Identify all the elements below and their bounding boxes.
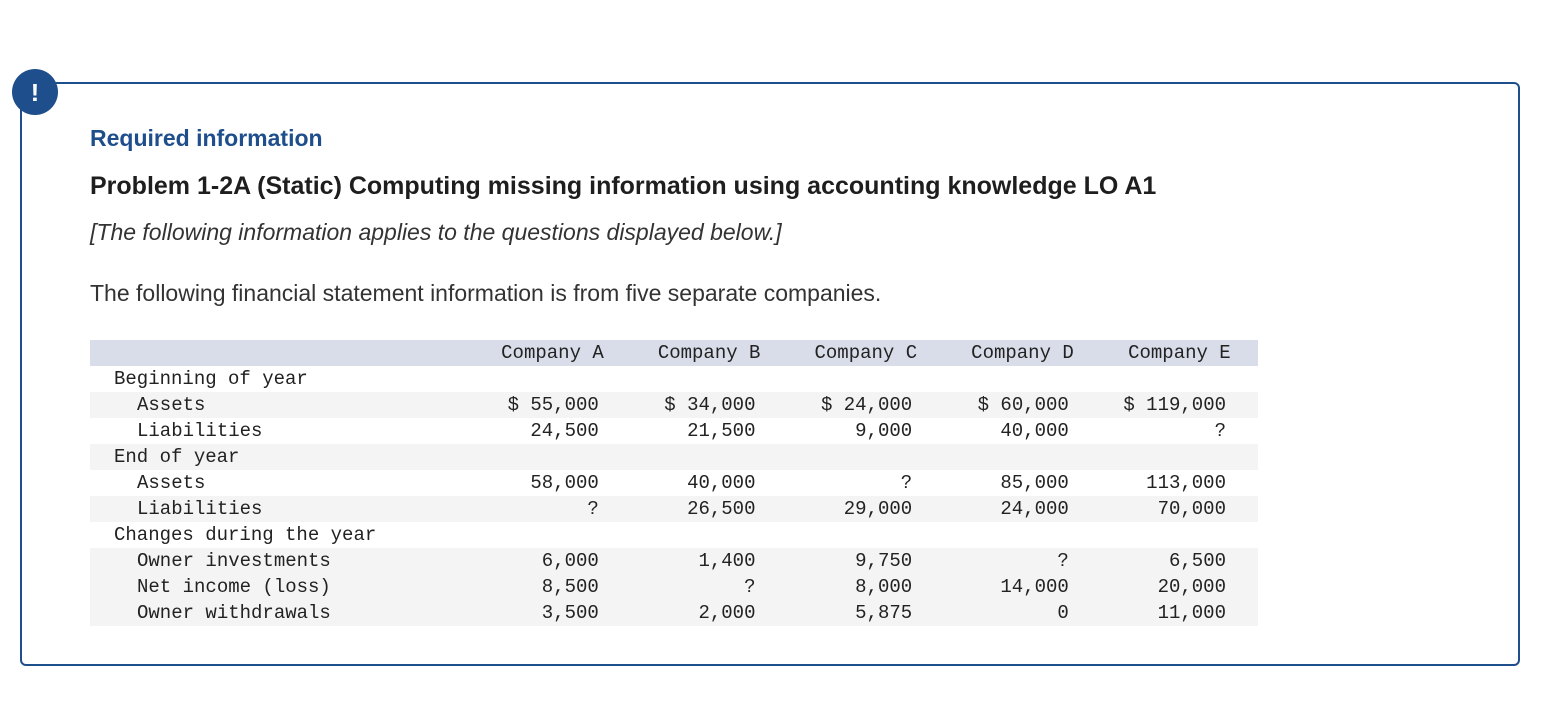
cell-value <box>1101 522 1258 548</box>
cell-value: 40,000 <box>1000 420 1069 442</box>
problem-title: Problem 1-2A (Static) Computing missing information using accounting knowledge LO A1 <box>90 172 1157 200</box>
cell-value: 9,750 <box>855 550 913 572</box>
cell-value <box>631 444 788 470</box>
cell-value: ? <box>1214 420 1226 442</box>
cell-value <box>944 444 1101 470</box>
table-row <box>90 574 1258 600</box>
cell-value: 1,400 <box>698 550 756 572</box>
cell-value: $ 119,000 <box>1123 394 1226 416</box>
required-info-heading: Required information <box>90 125 323 151</box>
cell-value: $ 55,000 <box>507 394 599 416</box>
cell-value: 21,500 <box>687 420 756 442</box>
cell-value: 8,000 <box>855 576 913 598</box>
cell-value: $ 24,000 <box>820 394 913 416</box>
row-label: End of year <box>114 446 240 468</box>
cell-value: 29,000 <box>843 498 913 520</box>
cell-value: ? <box>744 576 756 598</box>
cell-value <box>787 366 944 392</box>
financial-data-table <box>90 340 1258 626</box>
cell-value: 24,500 <box>530 420 599 442</box>
table-row <box>90 600 1258 626</box>
intro-text: The following financial statement information is from five separate companies. <box>90 280 882 306</box>
alert-icon: ! <box>12 69 58 115</box>
cell-value: 113,000 <box>1146 472 1226 494</box>
info-note: [The following information applies to the questions displayed below.] <box>90 219 782 245</box>
cell-value: 11,000 <box>1157 602 1226 624</box>
cell-value: 2,000 <box>698 602 756 624</box>
header-company-d: Company D <box>971 342 1074 364</box>
cell-value: ? <box>587 498 599 520</box>
cell-value <box>631 366 788 392</box>
row-label: Owner investments <box>137 550 331 572</box>
row-label: Liabilities <box>137 420 263 442</box>
row-label: Net income (loss) <box>137 576 331 598</box>
table-header-row <box>90 340 1258 366</box>
cell-value <box>944 522 1101 548</box>
cell-value: 26,500 <box>687 498 756 520</box>
table-row <box>90 366 1258 392</box>
cell-value: 6,000 <box>541 550 599 572</box>
cell-value: 3,500 <box>541 602 599 624</box>
table-row <box>90 496 1258 522</box>
cell-value: $ 60,000 <box>977 394 1069 416</box>
cell-value: 5,875 <box>855 602 913 624</box>
cell-value <box>474 522 631 548</box>
row-label: Liabilities <box>137 498 263 520</box>
cell-value <box>944 366 1101 392</box>
cell-value: 70,000 <box>1157 498 1226 520</box>
row-label: Owner withdrawals <box>137 602 331 624</box>
row-label: Beginning of year <box>114 368 308 390</box>
cell-value <box>1101 444 1258 470</box>
cell-value <box>787 444 944 470</box>
cell-value: 0 <box>1057 602 1069 624</box>
cell-value: 85,000 <box>1000 472 1069 494</box>
cell-value: $ 34,000 <box>664 394 756 416</box>
table-row <box>90 470 1258 496</box>
cell-value <box>631 522 788 548</box>
cell-value: ? <box>1057 550 1069 572</box>
table-row <box>90 548 1258 574</box>
cell-value: 20,000 <box>1157 576 1226 598</box>
cell-value: 24,000 <box>1000 498 1069 520</box>
cell-value: 58,000 <box>530 472 599 494</box>
cell-value: 9,000 <box>855 420 913 442</box>
header-company-a: Company A <box>501 342 604 364</box>
row-label: Assets <box>137 394 206 416</box>
cell-value: ? <box>900 472 913 494</box>
table-row <box>90 522 1258 548</box>
row-label: Changes during the year <box>114 524 377 546</box>
row-label: Assets <box>137 472 206 494</box>
header-company-c: Company C <box>814 342 918 364</box>
cell-value: 8,500 <box>541 576 599 598</box>
header-cell-label <box>90 340 474 366</box>
header-company-e: Company E <box>1128 342 1231 364</box>
cell-value <box>474 444 631 470</box>
cell-value: 40,000 <box>687 472 756 494</box>
cell-value <box>787 522 944 548</box>
cell-value <box>474 366 631 392</box>
header-company-b: Company B <box>657 342 761 364</box>
table-row <box>90 392 1258 418</box>
cell-value <box>1101 366 1258 392</box>
cell-value: 14,000 <box>1000 576 1069 598</box>
table-row <box>90 418 1258 444</box>
table-row <box>90 444 1258 470</box>
cell-value: 6,500 <box>1168 550 1226 572</box>
